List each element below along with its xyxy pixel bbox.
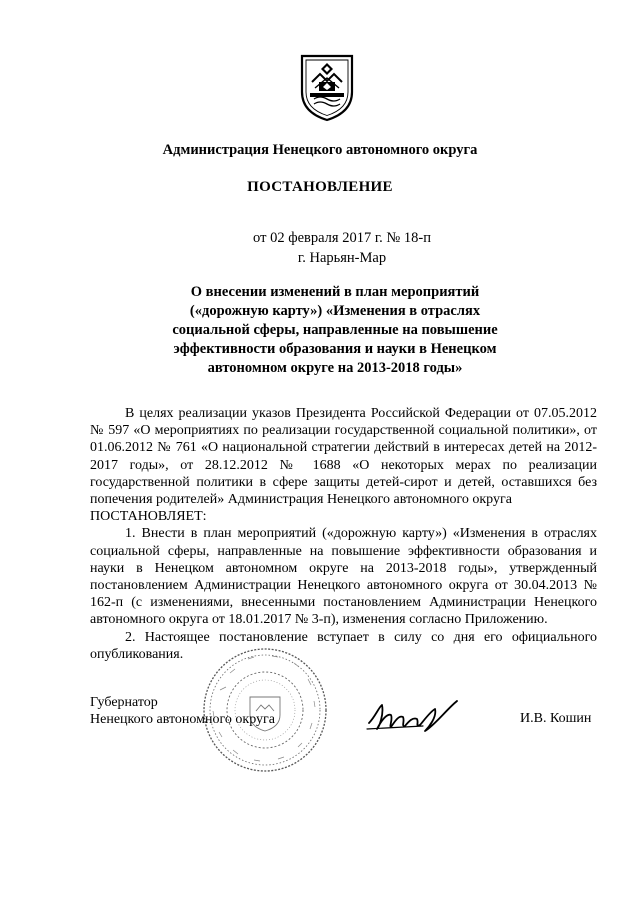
document-title: О внесении изменений в план мероприятий («дорожную карту») «Изменения в отраслях социальной сферы, направленные на повышение эффективности образования и науки в Ненецком автономном округе на 2013-2018 годы»	[172, 284, 498, 376]
preamble-paragraph: В целях реализации указов Президента Российской Федерации от 07.05.2012 № 597 «О мероприятиях по реализации государственной социальной политики», от 01.06.2012 № 761 «О национальной стратегии действий в интересах детей на 2012-2017 годы», от 28.12.2012 № 1688 «О некоторых мерах по реализации государственной политики в сфере защиты детей-сирот и детей, оставшихся без попечения родителей» Администрация Ненецкого автономного округа	[90, 406, 597, 508]
item-2-paragraph: 2. Настоящее постановление вступает в силу со дня его официального опубликования.	[90, 629, 597, 662]
signatory-position	[90, 694, 275, 728]
resolves-heading: ПОСТАНОВЛЯЕТ:	[90, 509, 207, 525]
document-body	[90, 405, 597, 663]
coat-of-arms-icon	[298, 52, 356, 122]
date-number: от 02 февраля 2017 г. № 18-п	[253, 230, 431, 246]
city: г. Нарьян-Мар	[297, 250, 387, 266]
handwritten-signature	[365, 697, 460, 737]
signer-name: И.В. Кошин	[520, 711, 592, 726]
item-1-paragraph: 1. Внести в план мероприятий («дорожную карту») «Изменения в отраслях социальной сферы, направленные на повышение эффективности образования и науки в Ненецком автономном округе на 2013-2018 годы», утвержденный постановлением Администрации Ненецкого автономного округа от 30.04.2013 № 162-п (с изменениями, внесенными постановлением Администрации Ненецкого автономного округа от 18.01.2017 № 3-п), изменения согласно Приложению.	[90, 526, 597, 628]
position-line-2: Ненецкого автономного округа	[90, 712, 275, 727]
organization-name: Администрация Ненецкого автономного округа	[162, 142, 478, 158]
document-type: ПОСТАНОВЛЕНИЕ	[247, 179, 393, 195]
position-line-1: Губернатор	[90, 695, 158, 710]
